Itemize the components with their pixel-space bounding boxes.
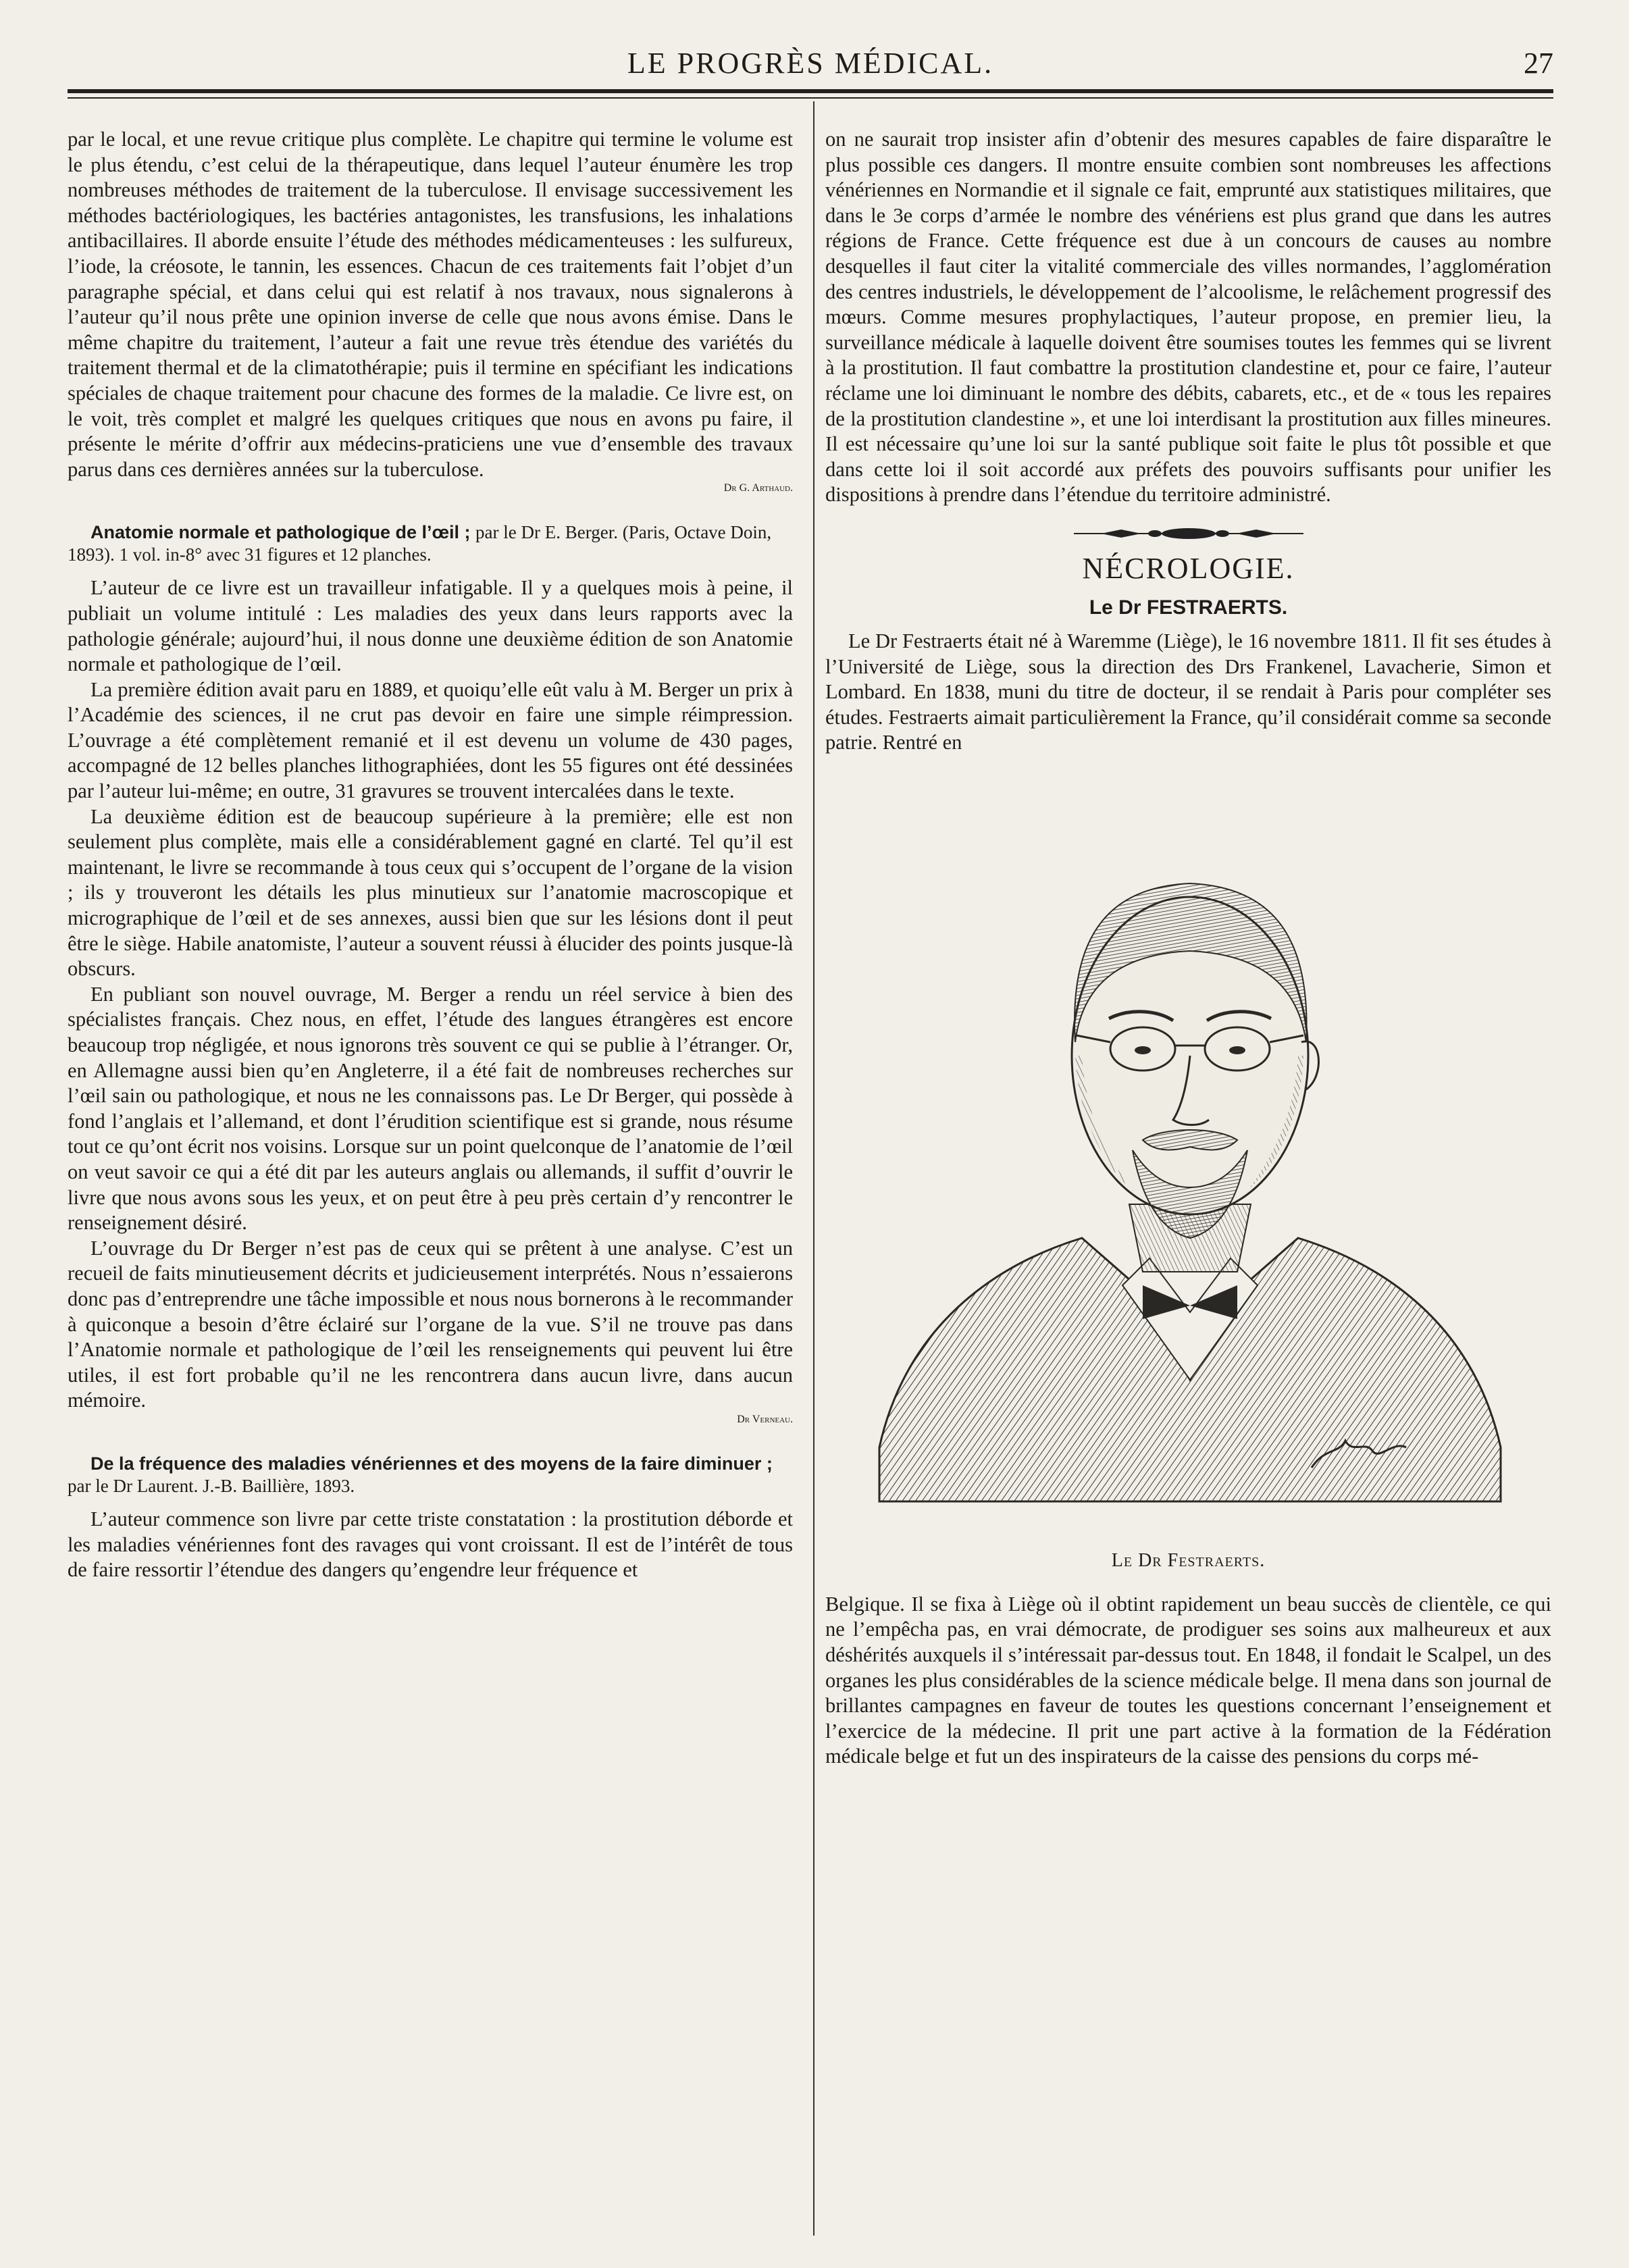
paragraph: par le local, et une revue critique plus complète. Le chapitre qui termine le volume est le plus étendu, c’est celui de la thérapeutique, dans lequel l’auteur énumère les trop nombreuses méthodes de traitement de la tuberculose. Il envisage successivement les méthodes bactériologiques, les bactéries antagonistes, les transfusions, les inhalations antibacillaires. Il aborde ensuite l’étude des méthodes médicamenteuses : les sulfureux, l’iode, la créosote, le tannin, les essences. Chacun de ces traitements fait l’objet d’un paragraphe spécial, et dans celui qui est relatif à nos travaux, nous signalerons à l’auteur qu’il nous prête une opinion inverse de celle que nous avons émise. Dans le même chapitre du traitement, l’auteur a fait une revue très étendue des variétés du traitement thermal et de la climatothérapie; puis il termine en spécifiant les indications spéciales de chaque traitement pour chacune des formes de la maladie. Ce livre est, on le voit, très complet et malgré les quelques critiques que nous en avons pu faire, il présente le mérite d’offrir aux médecins-praticiens une vue d’ensemble des travaux parus dans ces dernières années sur la tuberculose. bbox=[68, 128, 793, 481]
paragraph: L’auteur commence son livre par cette triste constatation : la prostitution déborde et les maladies vénériennes font des ravages qui vont croissant. Il est de l’intérêt de tous de faire ressortir l’étendue des dangers qu’engendre leur fréquence et bbox=[68, 1507, 793, 1582]
author-signature: Dr Verneau. bbox=[737, 1413, 793, 1425]
review-reference: par le Dr E. Berger. (Paris, Octave Doin, 1893). 1 vol. in-8° avec 31 figures et 12 planches. bbox=[68, 522, 772, 565]
paragraph: La première édition avait paru en 1889, et quoiqu’elle eût valu à M. Berger un prix à l’Académie des sciences, il ne crut pas devoir en faire une simple réimpression. L’ouvrage a été complètement remanié et il est devenu un volume de 430 pages, accompagné de 12 belles planches lithographiées, dont les 55 figures ont été dessinées par l’auteur lui-même; en outre, 31 gravures se trouvent intercalées dans le texte. bbox=[68, 677, 793, 803]
paragraph: La deuxième édition est de beaucoup supérieure à la première; elle est non seulement plus complète, mais elle a considérablement gagné en clarté. Tel qu’il est maintenant, le livre se recommande à tous ceux qui s’occupent de l’organe de la vision ; ils y trouveront les détails les plus minutieux sur l’anatomie macroscopique et micrographique de l’œil et de ses annexes, aussi bien que sur les lésions dont il peut être le siège. Habile anatomiste, l’auteur a souvent réussi à élucider des points jusque-là obscurs. bbox=[68, 804, 793, 981]
paragraph: on ne saurait trop insister afin d’obtenir des mesures capables de faire disparaître le plus possible ces dangers. Il montre ensuite combien sont nombreuses les affections vénériennes en Normandie et il signale ce fait, emprunté aux statistiques militaires, que dans le 3e corps d’armée le nombre des vénériens est plus grand que dans les autres régions de France. Cette fréquence est due à un concours de causes au nombre desquelles il faut citer la vitalité commerciale des villes normandes, l’agglomération des centres industriels, le développement de l’alcoolisme, le relâchement progressif des mœurs. Comme mesures prophylactiques, l’auteur propose, en premier lieu, la surveillance médicale à laquelle doivent être soumises toutes les femmes qui se livrent à la prostitution. Il faut combattre la prostitution clandestine et, pour ce faire, l’auteur réclame une loi diminuant le nombre des débits, cabarets, etc., et de « tous les repaires de la prostitution clandestine », et une loi interdisant la prostitution aux filles mineures. Il est nécessaire qu’une loi sur la santé publique soit faite le plus tôt possible et que dans cette loi il soit accordé aux préfets des pouvoirs suffisants pour unifier les dispositions à prendre dans l’étendue du territoire administré. bbox=[825, 128, 1551, 507]
paragraph: L’auteur de ce livre est un travailleur infatigable. Il y a quelques mois à peine, il publiait un volume intitulé : Les maladies des yeux dans leurs rapports avec la pathologie générale; aujourd’hui, il nous donne une deuxième édition de son Anatomie normale et pathologique de l’œil. bbox=[68, 576, 793, 676]
paragraph: En publiant son nouvel ouvrage, M. Berger a rendu un réel service à bien des spécialistes français. Chez nous, en effet, l’étude des langues étrangères est encore beaucoup trop négligée, et nous ignorons très souvent ce qui se publie à l’étranger. Or, en Allemagne aussi bien qu’en Angleterre, il a été fait de nombreuses recherches sur l’œil sain ou pathologique, et nous ne les connaissons pas. Le Dr Berger, qui possède à fond l’anglais et l’allemand, et dont l’érudition scientifique est si grande, nous résume tout ce qu’ont écrit nos voisins. Lorsque sur un point quelconque de l’anatomie de l’œil on veut savoir ce qui a été dit par les auteurs anglais ou allemands, il suffit d’ouvrir le livre que nous avons sous les yeux, et on peut être à peu près certain d’y rencontrer le renseignement désiré. bbox=[68, 982, 793, 1235]
right-column bbox=[825, 127, 1551, 1770]
left-column bbox=[68, 127, 793, 1583]
journal-title: LE PROGRÈS MÉDICAL. bbox=[627, 47, 994, 80]
header-rule-thick bbox=[68, 89, 1553, 93]
portrait-icon bbox=[825, 772, 1551, 1542]
paragraph: Le Dr Festraerts était né à Waremme (Liège), le 16 novembre 1811. Il fit ses études à l’Université de Liège, sous la direction des Drs Frankenel, Lavacherie, Simon et Lombard. En 1838, muni du titre de docteur, il se rendait à Paris pour compléter ses études. Festraerts aimait particulièrement la France, qu’il considérait comme sa seconde patrie. Rentré en bbox=[825, 629, 1551, 754]
review-heading bbox=[68, 521, 793, 566]
review-title: Anatomie normale et pathologique de l’œil ; bbox=[90, 522, 471, 543]
review-reference: par le Dr Laurent. J.-B. Baillière, 1893. bbox=[68, 1475, 355, 1496]
paragraph: Belgique. Il se fixa à Liège où il obtint rapidement un beau succès de clientèle, ce qui ne l’empêcha pas, en vrai démocrate, de prodiguer ses soins aux malheureux et aux déshérités auxquels il s’intéressait par-dessus tout. En 1848, il fondait le Scalpel, un des organes les plus considérables de la science médicale belge. Il mena dans son journal de brillantes campagnes en faveur de toutes les questions concernant l’enseignement et l’exercice de la médecine. Il prit une part active à la formation de la Fédération médicale belge et fut un des inspirateurs de la caisse des pensions du corps mé- bbox=[825, 1592, 1551, 1768]
page-number: 27 bbox=[1524, 47, 1553, 80]
review-heading bbox=[68, 1453, 793, 1497]
section-title: NÉCROLOGIE. bbox=[1082, 551, 1295, 585]
author-signature: Dr G. Arthaud. bbox=[723, 482, 793, 494]
portrait-caption: Le Dr Festraerts. bbox=[1111, 1549, 1266, 1571]
header-rule-thin bbox=[68, 97, 1553, 99]
ornament-icon bbox=[1074, 525, 1303, 542]
portrait bbox=[825, 772, 1551, 1542]
review-title: De la fréquence des maladies vénériennes et des moyens de la faire diminuer ; bbox=[90, 1453, 773, 1474]
obituary-title: Le Dr FESTRAERTS. bbox=[1089, 596, 1288, 619]
column-divider bbox=[813, 101, 814, 2236]
running-header bbox=[68, 42, 1553, 82]
paragraph: L’ouvrage du Dr Berger n’est pas de ceux qui se prêtent à une analyse. C’est un recueil de faits minutieusement décrits et judicieusement interprétés. Nous n’essaierons donc pas d’entreprendre une tâche impossible et nous nous bornerons à le recommander à quiconque a besoin d’être éclairé sur l’organe de la vue. S’il ne trouve pas dans l’Anatomie normale et pathologique de l’œil les renseignements qui peuvent lui être utiles, il est fort probable qu’il ne les rencontrera dans aucun livre, dans aucun mémoire. bbox=[68, 1236, 793, 1412]
